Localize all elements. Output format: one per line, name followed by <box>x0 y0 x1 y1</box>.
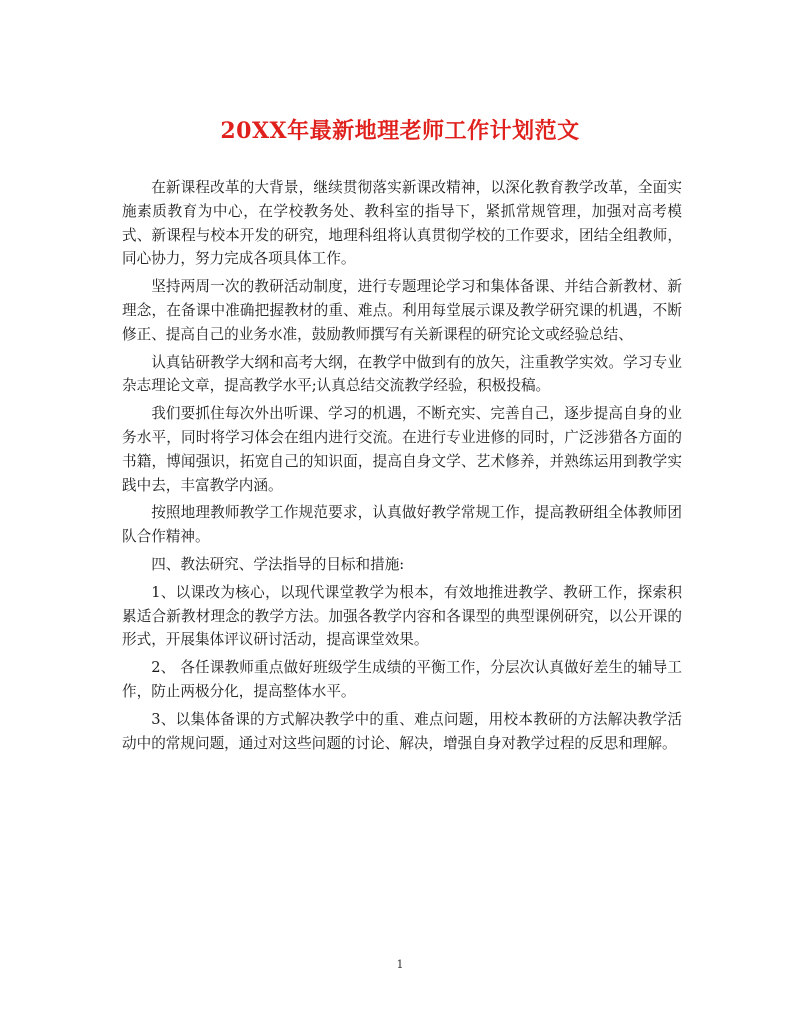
document-body <box>122 176 682 759</box>
page-number: 1 <box>396 958 404 971</box>
list-item-2: 2、 各任课教师重点做好班级学生成绩的平衡工作，分层次认真做好差生的辅导工作，防止两极分化，提高整体水平。 <box>122 659 682 700</box>
paragraph-1: 在新课程改革的大背景，继续贯彻落实新课改精神，以深化教育教学改革，全面实施素质教育为中心，在学校教务处、教科室的指导下，紧抓常规管理，加强对高考模式、新课程与校本开发的研究，地理科组将认真贯彻学校的工作要求，团结全组教师，同心协力，努力完成各项具体工作。 <box>122 179 682 268</box>
document-title: 20XX年最新地理老师工作计划范文 <box>220 118 580 144</box>
paragraph-3: 认真钻研教学大纲和高考大纲，在教学中做到有的放矢，注重教学实效。学习专业杂志理论文章，提高教学水平;认真总结交流教学经验，积极投稿。 <box>122 353 682 395</box>
section-heading-4: 四、教法研究、学法指导的目标和措施: <box>151 555 405 573</box>
list-item-1: 1、以课改为核心，以现代课堂教学为根本，有效地推进教学、教研工作，探索积累适合新教材理念的教学方法。加强各教学内容和各课型的典型课例研究，以公开课的形式，开展集体评议研讨活动，提高课堂效果。 <box>122 583 682 649</box>
list-item-3: 3、以集体备课的方式解决教学中的重、难点问题，用校本教研的方法解决教学活动中的常规问题，通过对这些问题的讨论、解决，增强自身对教学过程的反思和理解。 <box>122 710 682 752</box>
paragraph-5: 按照地理教师教学工作规范要求，认真做好教学常规工作，提高教研组全体教师团队合作精神。 <box>122 504 682 546</box>
paragraph-4: 我们要抓住每次外出听课、学习的机遇，不断充实、完善自己，逐步提高自身的业务水平，同时将学习体会在组内进行交流。在进行专业进修的同时，广泛涉猎各方面的书籍，博闻强识，拓宽自己的知识面，提高自身文学、艺术修养，并熟练运用到教学实践中去，丰富教学内涵。 <box>122 405 682 494</box>
paragraph-2: 坚持两周一次的教研活动制度，进行专题理论学习和集体备课、并结合新教材、新理念，在备课中准确把握教材的重、难点。利用每堂展示课及教学研究课的机遇，不断修正、提高自己的业务水准，鼓励教师撰写有关新课程的研究论文或经验总结、 <box>122 278 682 343</box>
